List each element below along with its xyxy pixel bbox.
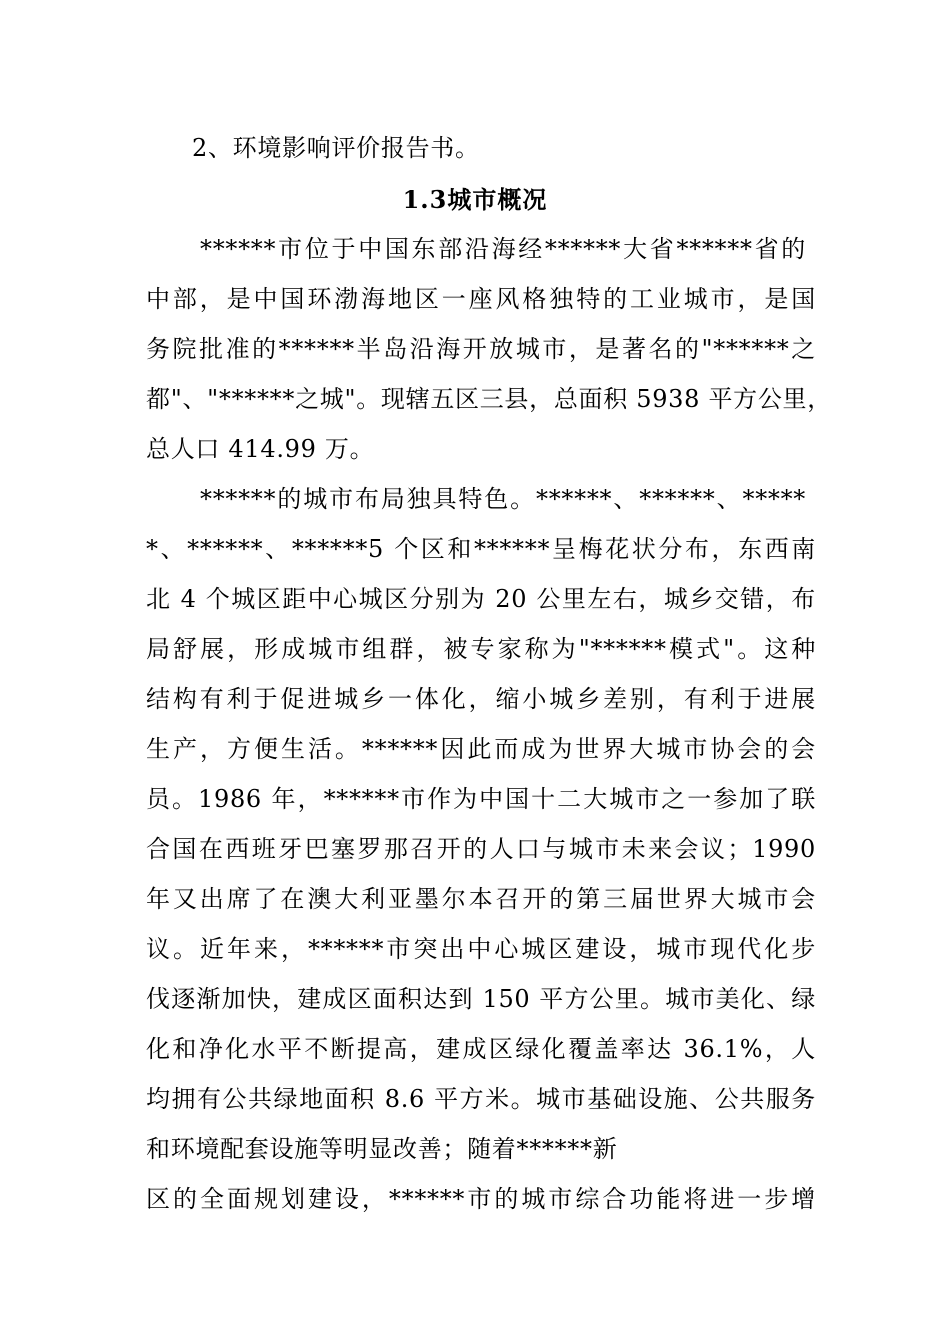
paragraph-line: 务院批准的******半岛沿海开放城市，是著名的"******之 <box>146 335 816 363</box>
paragraph-line: 局舒展，形成城市组群，被专家称为"******模式"。这种 <box>146 635 816 663</box>
paragraph-line: 总人口 414.99 万。 <box>146 435 375 463</box>
paragraph-line: 伐逐渐加快，建成区面积达到 150 平方公里。城市美化、绿 <box>146 985 816 1013</box>
paragraph-line: 都"、"******之城"。现辖五区三县，总面积 5938 平方公里， <box>146 385 832 413</box>
paragraph-line: 区的全面规划建设，******市的城市综合功能将进一步增 <box>146 1185 816 1213</box>
paragraph-line: 员。1986 年，******市作为中国十二大城市之一参加了联 <box>146 785 816 813</box>
paragraph-line: 结构有利于促进城乡一体化，缩小城乡差别，有利于进展 <box>146 685 816 713</box>
paragraph-line: 北 4 个城区距中心城区分别为 20 公里左右，城乡交错，布 <box>146 585 816 613</box>
paragraph-line: 合国在西班牙巴塞罗那召开的人口与城市未来会议；1990 <box>146 835 816 863</box>
paragraph-line: 年又出席了在澳大利亚墨尔本召开的第三届世界大城市会 <box>146 885 816 913</box>
paragraph-line: 生产，方便生活。******因此而成为世界大城市协会的会 <box>146 735 816 763</box>
paragraph-line: *、******、******5 个区和******呈梅花状分布，东西南 <box>146 535 816 563</box>
paragraph-line: ******的城市布局独具特色。******、******、***** <box>200 485 806 513</box>
paragraph-line: ******市位于中国东部沿海经******大省******省的 <box>200 235 806 263</box>
section-heading: 1.3城市概况 <box>402 185 548 214</box>
paragraph-line: 均拥有公共绿地面积 8.6 平方米。城市基础设施、公共服务 <box>146 1085 816 1113</box>
paragraph-line: 和环境配套设施等明显改善；随着******新 <box>146 1135 618 1163</box>
list-item-text: 2、环境影响评价报告书。 <box>192 134 480 162</box>
paragraph-line: 化和净化水平不断提高，建成区绿化覆盖率达 36.1%，人 <box>146 1035 816 1063</box>
paragraph-line: 中部，是中国环渤海地区一座风格独特的工业城市，是国 <box>146 285 816 313</box>
paragraph-line: 议。近年来，******市突出中心城区建设，城市现代化步 <box>146 935 816 963</box>
